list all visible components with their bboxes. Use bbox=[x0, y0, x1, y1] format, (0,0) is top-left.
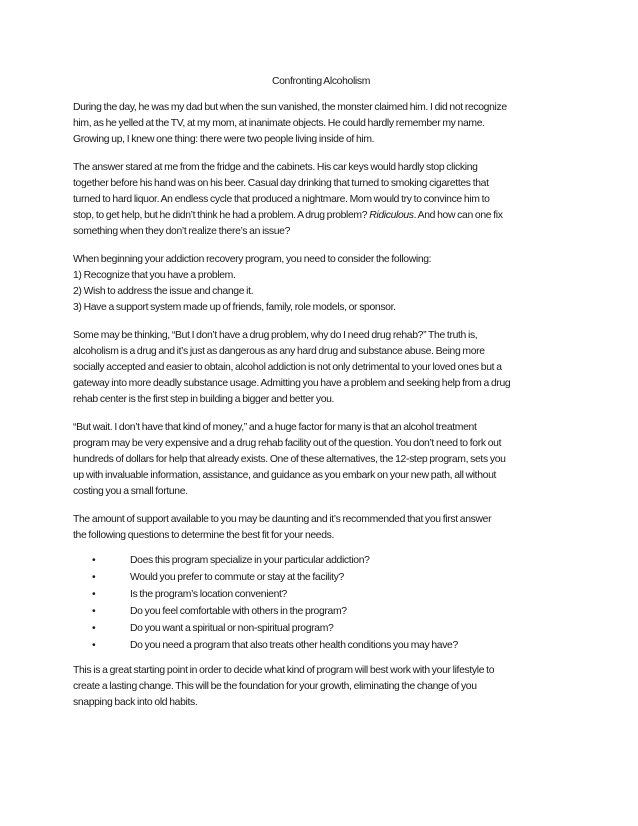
bullet-icon: • bbox=[92, 571, 96, 583]
list-item-text: Is the program’s location convenient? bbox=[130, 588, 287, 600]
bullet-icon: • bbox=[92, 622, 96, 634]
bullet-icon: • bbox=[92, 639, 96, 651]
text-line: create a lasting change. This will be the foundation for your growth, eliminating the change of you bbox=[73, 681, 477, 692]
text-line bbox=[73, 208, 569, 224]
text-line: together before his hand was on his beer. Casual day drinking that turned to smoking cigarettes that bbox=[73, 178, 489, 189]
text-line: hundreds of dollars for help that already exists. One of these alternatives, the 12-step program, sets you bbox=[73, 454, 506, 465]
paragraph-money bbox=[73, 420, 569, 500]
text-run: . And how can one fix bbox=[413, 210, 503, 221]
text-line: The amount of support available to you may be daunting and it’s recommended that you first answer bbox=[73, 514, 492, 525]
paragraph-conclusion bbox=[73, 663, 569, 711]
list-item-text: Does this program specialize in your particular addiction? bbox=[130, 554, 370, 566]
text-line: up with invaluable information, assistance, and guidance as you embark on your new path, all without bbox=[73, 470, 497, 481]
text-line: 3) Have a support system made up of friends, family, role models, or sponsor. bbox=[73, 302, 396, 313]
paragraph-intro bbox=[73, 100, 569, 148]
text-line: gateway into more deadly substance usage. Admitting you have a problem and seeking help from a drug bbox=[73, 378, 511, 389]
document-title: Confronting Alcoholism bbox=[271, 76, 371, 87]
text-line: turned to hard liquor. An endless cycle that produced a nightmare. Mom would try to convince him to bbox=[73, 194, 490, 205]
text-line: When beginning your addiction recovery program, you need to consider the following: bbox=[73, 254, 432, 265]
text-line: rehab center is the first step in building a bigger and better you. bbox=[73, 394, 335, 405]
text-line: This is a great starting point in order to decide what kind of program will best work with your lifestyle to bbox=[73, 665, 495, 676]
list-item-text: Do you feel comfortable with others in the program? bbox=[130, 605, 347, 617]
italic-text: Ridiculous bbox=[369, 210, 414, 221]
list-item bbox=[73, 586, 569, 603]
bullet-icon: • bbox=[92, 554, 96, 566]
list-item bbox=[73, 552, 569, 569]
paragraph-recovery-steps bbox=[73, 252, 569, 316]
bullet-icon: • bbox=[92, 588, 96, 600]
text-run: stop, to get help, but he didn’t think he had a problem. A drug problem? bbox=[73, 210, 370, 221]
list-item-text: Do you need a program that also treats other health conditions you may have? bbox=[130, 639, 458, 651]
text-line: 1) Recognize that you have a problem. bbox=[73, 270, 236, 281]
question-list bbox=[73, 552, 569, 654]
text-line: the following questions to determine the best fit for your needs. bbox=[73, 530, 335, 541]
list-item-text: Do you want a spiritual or non-spiritual program? bbox=[130, 622, 334, 634]
list-item bbox=[73, 603, 569, 620]
list-item bbox=[73, 637, 569, 654]
text-line: alcoholism is a drug and it’s just as dangerous as any hard drug and substance abuse. Being more bbox=[73, 346, 485, 357]
text-line: During the day, he was my dad but when the sun vanished, the monster claimed him. I did not recognize bbox=[73, 102, 507, 113]
text-line: costing you a small fortune. bbox=[73, 486, 188, 497]
text-line: Some may be thinking, “But I don’t have a drug problem, why do I need drug rehab?” The truth is, bbox=[73, 330, 478, 341]
text-line: him, as he yelled at the TV, at my mom, at inanimate objects. He could hardly remember my name. bbox=[73, 118, 485, 129]
paragraph-drug-problem bbox=[73, 328, 569, 408]
text-line: The answer stared at me from the fridge and the cabinets. His car keys would hardly stop clicking bbox=[73, 162, 478, 173]
paragraph-support bbox=[73, 512, 569, 544]
list-item-text: Would you prefer to commute or stay at the facility? bbox=[130, 571, 344, 583]
text-line: something when they don’t realize there’s an issue? bbox=[73, 226, 291, 237]
text-line: Growing up, I knew one thing: there were two people living inside of him. bbox=[73, 134, 375, 145]
list-item bbox=[73, 569, 569, 586]
text-line: 2) Wish to address the issue and change it. bbox=[73, 286, 254, 297]
text-line: program may be very expensive and a drug rehab facility out of the question. You don’t need to fork out bbox=[73, 438, 502, 449]
document-page bbox=[73, 74, 569, 723]
bullet-icon: • bbox=[92, 605, 96, 617]
list-item bbox=[73, 620, 569, 637]
text-line: “But wait. I don’t have that kind of money,” and a huge factor for many is that an alcohol treatment bbox=[73, 422, 477, 433]
text-line: socially accepted and easier to obtain, alcohol addiction is not only detrimental to your loved ones but a bbox=[73, 362, 502, 373]
text-line: snapping back into old habits. bbox=[73, 697, 198, 708]
paragraph-answer bbox=[73, 160, 569, 240]
